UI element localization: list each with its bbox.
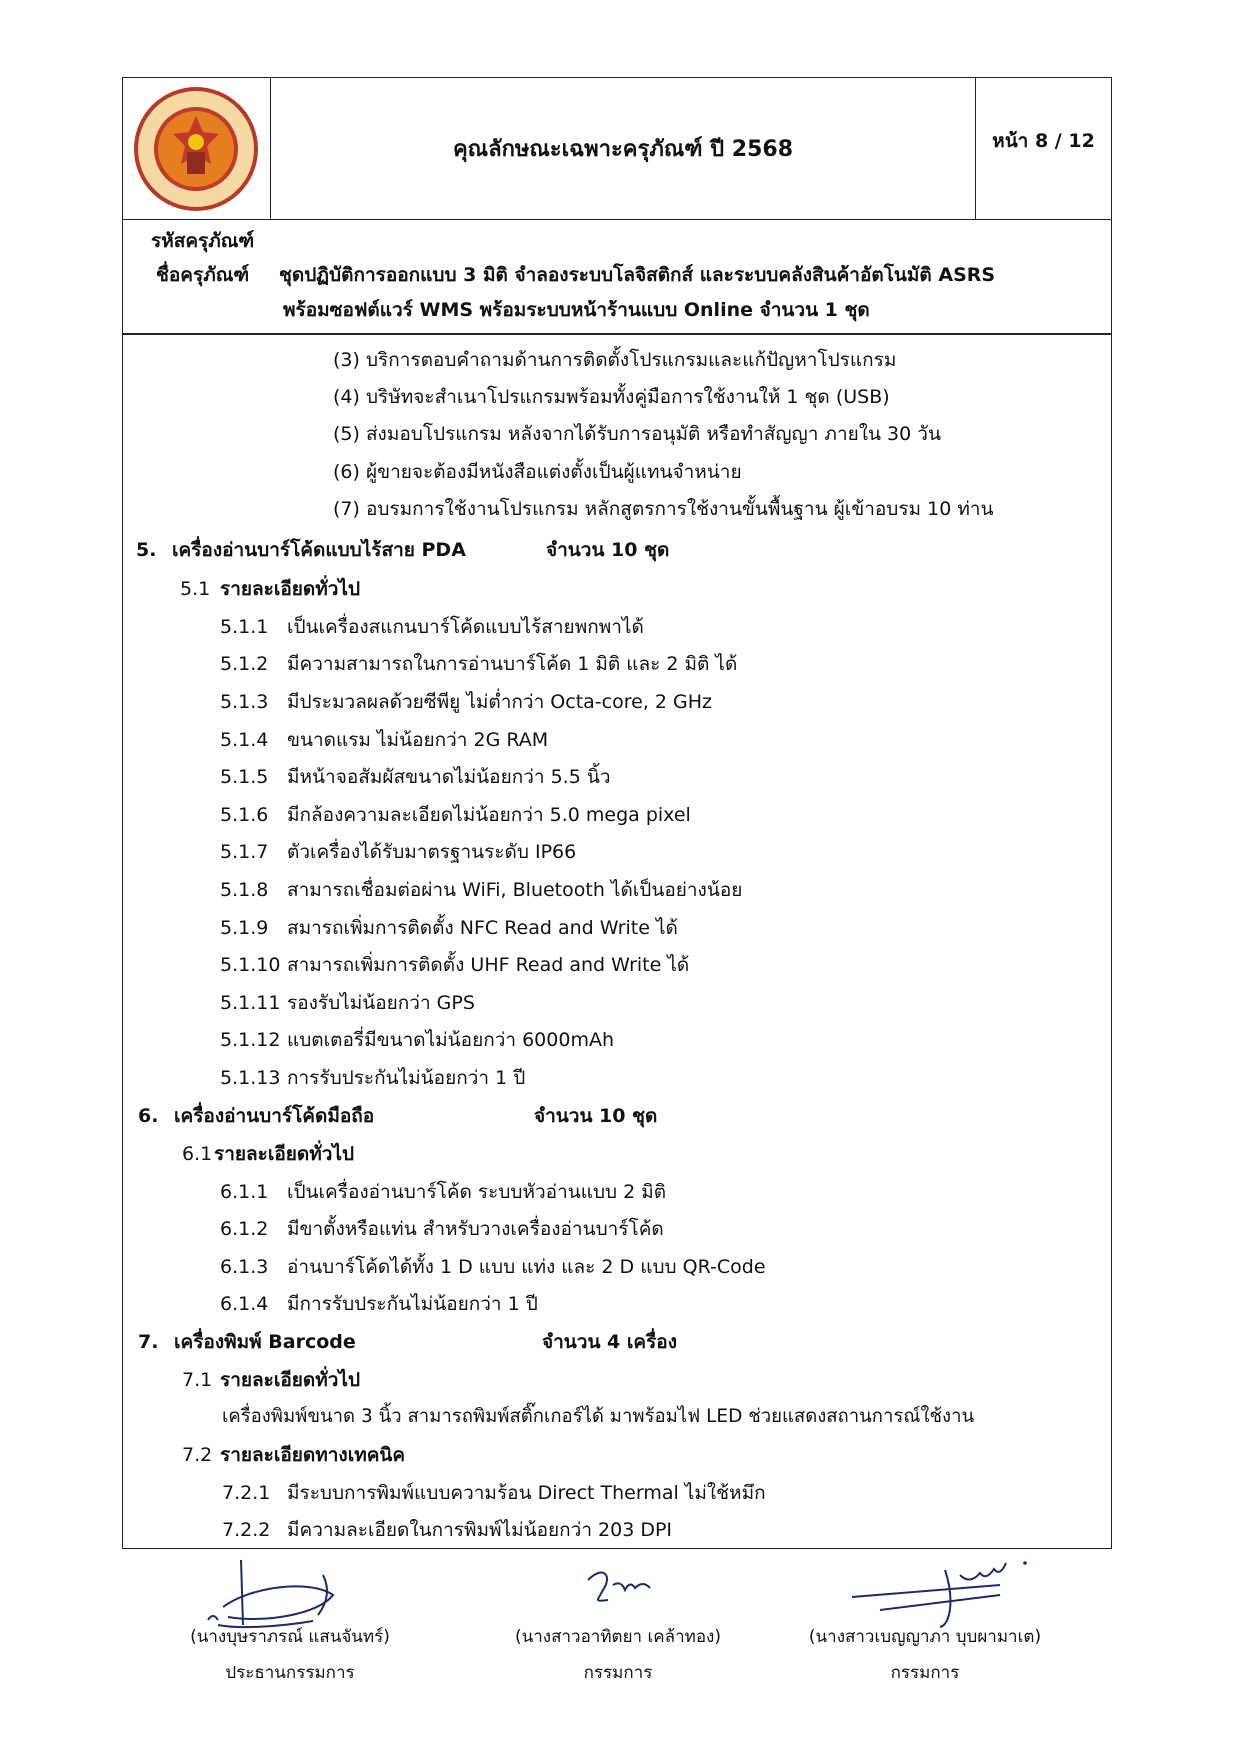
- subsection-number: 6.1: [182, 1143, 213, 1165]
- section-number: 6.: [138, 1105, 159, 1127]
- spec-item-text: อ่านบาร์โค้ดได้ทั้ง 1 D แบบ แท่ง และ 2 D แบบ QR-Code: [287, 1256, 766, 1278]
- spec-item-number: 6.1.3: [220, 1256, 269, 1278]
- page-cell: [976, 78, 1111, 219]
- signature-block-member-1: [498, 1555, 738, 1695]
- handwritten-signature: [183, 1555, 383, 1630]
- continued-item: (4) บริษัทจะสำเนาโปรแกรมพร้อมทั้งคู่มือการใช้งานให้ 1 ชุด (USB): [333, 386, 890, 408]
- spec-item-text: มีการรับประกันไม่น้อยกว่า 1 ปี: [287, 1293, 538, 1315]
- document-title: คุณลักษณะเฉพาะครุภัณฑ์ ปี 2568: [452, 137, 794, 162]
- subsection-number: 7.2: [182, 1444, 213, 1466]
- spec-item-text: เป็นเครื่องสแกนบาร์โค้ดแบบไร้สายพกพาได้: [287, 616, 644, 638]
- spec-item-text: ตัวเครื่องได้รับมาตรฐานระดับ IP66: [287, 841, 577, 863]
- spec-item-number: 5.1.10: [220, 954, 281, 976]
- continued-item: (3) บริการตอบคำถามด้านการติดตั้งโปรแกรมและแก้ปัญหาโปรแกรม: [333, 349, 897, 371]
- spec-item-number: 5.1.8: [220, 879, 269, 901]
- handwritten-signature: [850, 1555, 1060, 1630]
- subsection-number: 5.1: [180, 578, 211, 600]
- spec-item-text: มีระบบการพิมพ์แบบความร้อน Direct Thermal ไม่ใช้หมึก: [287, 1482, 766, 1504]
- section-quantity: จำนวน 10 ชุด: [546, 539, 670, 561]
- signatory-role: กรรมการ: [583, 1663, 653, 1683]
- spec-item-text: การรับประกันไม่น้อยกว่า 1 ปี: [287, 1067, 526, 1089]
- equipment-name-line1: ชุดปฏิบัติการออกแบบ 3 มิติ จำลองระบบโลจิสติกส์ และระบบคลังสินค้าอัตโนมัติ ASRS: [279, 264, 996, 286]
- handwritten-signature: [578, 1560, 678, 1620]
- spec-item-number: 7.2.1: [222, 1482, 271, 1504]
- continued-item: (7) อบรมการใช้งานโปรแกรม หลักสูตรการใช้งานขั้นพื้นฐาน ผู้เข้าอบรม 10 ท่าน: [333, 498, 994, 520]
- spec-item-number: 5.1.6: [220, 804, 269, 826]
- spec-item-text: มีกล้องความละเอียดไม่น้อยกว่า 5.0 mega pixel: [287, 804, 691, 826]
- signature-block-chair: [165, 1555, 415, 1695]
- section-title: เครื่องพิมพ์ Barcode: [174, 1331, 356, 1353]
- spec-item-text: สมารถเพิ่มการติดตั้ง NFC Read and Write ได้: [287, 917, 678, 939]
- continued-item: (6) ผู้ขายจะต้องมีหนังสือแต่งตั้งเป็นผู้แทนจำหน่าย: [333, 461, 742, 483]
- spec-item-text: สามารถเพิ่มการติดตั้ง UHF Read and Write ได้: [287, 954, 690, 976]
- spec-item-text: เป็นเครื่องอ่านบาร์โค้ด ระบบหัวอ่านแบบ 2 มิติ: [287, 1181, 667, 1203]
- spec-item-text: มีหน้าจอสัมผัสขนาดไม่น้อยกว่า 5.5 นิ้ว: [287, 766, 611, 788]
- spec-item-text: แบตเตอรี่มีขนาดไม่น้อยกว่า 6000mAh: [287, 1029, 614, 1051]
- spec-item-text: มีประมวลผลด้วยซีพียู ไม่ต่ำกว่า Octa-core, 2 GHz: [287, 691, 713, 713]
- spec-item-number: 5.1.9: [220, 917, 269, 939]
- spec-item-text: มีความสามารถในการอ่านบาร์โค้ด 1 มิติ และ 2 มิติ ได้: [287, 653, 738, 675]
- spec-item-text: สามารถเชื่อมต่อผ่าน WiFi, Bluetooth ได้เป็นอย่างน้อย: [287, 879, 743, 901]
- logo-cell: [123, 78, 271, 219]
- subsection-title: รายละเอียดทั่วไป: [214, 1143, 355, 1165]
- spec-item-number: 5.1.5: [220, 766, 269, 788]
- spec-item-number: 7.2.2: [222, 1519, 271, 1541]
- equipment-name-line2: พร้อมซอฟต์แวร์ WMS พร้อมระบบหน้าร้านแบบ Online จำนวน 1 ชุด: [283, 299, 870, 321]
- spec-item-number: 5.1.7: [220, 841, 269, 863]
- spec-item-text: รองรับไม่น้อยกว่า GPS: [287, 992, 475, 1014]
- spec-item-text: ขนาดแรม ไม่น้อยกว่า 2G RAM: [287, 729, 549, 751]
- section-quantity: จำนวน 10 ชุด: [534, 1105, 658, 1127]
- spec-item-number: 6.1.4: [220, 1293, 269, 1315]
- spec-item-number: 5.1.11: [220, 992, 281, 1014]
- signatory-role: ประธานกรรมการ: [225, 1663, 355, 1683]
- spec-item-number: 5.1.12: [220, 1029, 281, 1051]
- spec-item-number: 5.1.13: [220, 1067, 281, 1089]
- signatory-name: (นางบุษราภรณ์ แสนจันทร์): [190, 1627, 390, 1647]
- section-number: 5.: [136, 539, 157, 561]
- signature-block-member-2: [795, 1555, 1055, 1695]
- spec-item-number: 5.1.4: [220, 729, 269, 751]
- spec-item-text: มีความละเอียดในการพิมพ์ไม่น้อยกว่า 203 DPI: [287, 1519, 673, 1541]
- signatory-role: กรรมการ: [890, 1663, 960, 1683]
- general-description: เครื่องพิมพ์ขนาด 3 นิ้ว สามารถพิมพ์สติ๊กเกอร์ได้ มาพร้อมไฟ LED ช่วยแสดงสถานการณ์ใช้งาน: [222, 1406, 975, 1427]
- subsection-title: รายละเอียดทั่วไป: [220, 1369, 361, 1391]
- subsection-title: รายละเอียดทั่วไป: [220, 578, 361, 600]
- spec-item-number: 6.1.2: [220, 1218, 269, 1240]
- page-number: หน้า 8 / 12: [992, 130, 1095, 152]
- document-header: [122, 77, 1112, 220]
- equipment-info: [122, 220, 1112, 334]
- section-number: 7.: [138, 1331, 159, 1353]
- spec-item-number: 5.1.2: [220, 653, 269, 675]
- spec-item-number: 5.1.3: [220, 691, 269, 713]
- subsection-title: รายละเอียดทางเทคนิค: [220, 1444, 406, 1466]
- spec-item-number: 5.1.1: [220, 616, 269, 638]
- section-title: เครื่องอ่านบาร์โค้ดแบบไร้สาย PDA: [172, 539, 466, 561]
- signatory-name: (นางสาวเบญญาภา บุบผามาเต): [808, 1627, 1042, 1647]
- spec-item-text: มีขาตั้งหรือแท่น สำหรับวางเครื่องอ่านบาร์โค้ด: [287, 1218, 664, 1240]
- title-cell: [271, 78, 976, 219]
- section-quantity: จำนวน 4 เครื่อง: [542, 1331, 677, 1353]
- spec-item-number: 6.1.1: [220, 1181, 269, 1203]
- vocational-education-commission-seal: [131, 84, 261, 214]
- continued-item: (5) ส่งมอบโปรแกรม หลังจากได้รับการอนุมัติ หรือทำสัญญา ภายใน 30 วัน: [333, 423, 941, 445]
- subsection-number: 7.1: [182, 1369, 213, 1391]
- section-title: เครื่องอ่านบาร์โค้ดมือถือ: [174, 1105, 375, 1127]
- signatory-name: (นางสาวอาทิตยา เคล้าทอง): [515, 1627, 721, 1647]
- equipment-name-label: ชื่อครุภัณฑ์: [156, 264, 250, 286]
- equipment-code-label: รหัสครุภัณฑ์: [151, 230, 255, 252]
